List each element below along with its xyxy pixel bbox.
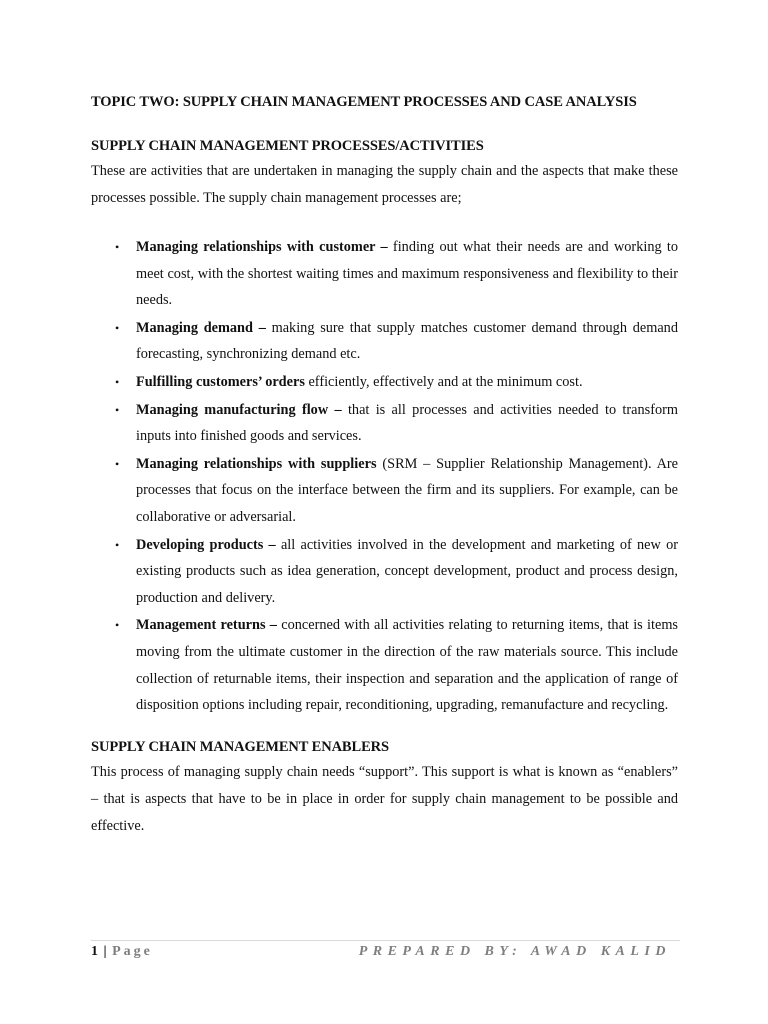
bullet-icon: • <box>115 240 120 254</box>
bullet-icon: • <box>115 618 120 633</box>
list-item <box>91 612 678 718</box>
footer-divider <box>91 940 680 941</box>
list-item-text: finding out what their needs are and working to meet cost, with the shortest waiting times and maximum responsiveness and flexibility to their needs. <box>136 239 678 309</box>
footer-prepared-by: PREPARED BY: AWAD KALID <box>358 944 671 959</box>
list-item <box>91 451 678 531</box>
list-item-term: Managing relationships with customer – <box>136 239 388 255</box>
list-item <box>91 234 678 314</box>
bullet-icon: • <box>115 374 120 389</box>
document-body <box>91 92 678 840</box>
section-heading-enablers: SUPPLY CHAIN MANAGEMENT ENABLERS <box>91 738 389 755</box>
list-item-text: concerned with all activities relating to returning items, that is items moving from the ultimate customer in the direction of the raw materials source. This include collection of returnable items, their inspection and separation and the application of range of disposition options including repair, reconditioning, upgrading, remanufacture and recycling. <box>136 617 679 714</box>
footer-page-number <box>91 944 153 960</box>
list-item <box>91 369 678 396</box>
page-number: 1 <box>91 944 99 959</box>
list-item <box>91 315 678 368</box>
section-heading-processes: SUPPLY CHAIN MANAGEMENT PROCESSES/ACTIVITIES <box>91 138 484 154</box>
list-item-text: making sure that supply matches customer demand through demand forecasting, synchronizing demand etc. <box>136 319 678 363</box>
list-item-text: all activities involved in the development and marketing of new or existing products such as idea generation, concept development, product and process design, production and delivery. <box>136 536 679 606</box>
list-item-term: Managing manufacturing flow – <box>136 401 342 418</box>
page-label: Page <box>112 944 153 959</box>
list-item-text: (SRM – Supplier Relationship Management). Are processes that focus on the interface between the firm and its suppliers. For example, can be collaborative or adversarial. <box>136 455 679 525</box>
list-item-term: Fulfilling customers’ orders <box>136 373 305 390</box>
bullet-icon: • <box>115 456 120 471</box>
bullet-icon: • <box>115 537 120 552</box>
page-separator: | <box>99 944 113 959</box>
list-item <box>91 532 678 612</box>
bullet-icon: • <box>115 402 120 417</box>
bullet-icon: • <box>115 320 120 335</box>
process-list <box>91 234 678 719</box>
list-item-term: Managing demand – <box>136 319 266 336</box>
list-item-term: Managing relationships with suppliers <box>136 455 377 472</box>
list-item <box>91 397 678 450</box>
list-item-text: that is all processes and activities needed to transform inputs into finished goods and services. <box>136 401 678 445</box>
section-intro-paragraph: These are activities that are undertaken in managing the supply chain and the aspects that make these processes possible. The supply chain management processes are; <box>91 163 678 206</box>
document-title: TOPIC TWO: SUPPLY CHAIN MANAGEMENT PROCESSES AND CASE ANALYSIS <box>91 94 637 110</box>
enablers-paragraph: This process of managing supply chain needs “support”. This support is what is known as “enablers” – that is aspects that have to be in place in order for supply chain management to be possible and effective. <box>91 763 678 834</box>
list-item-text: efficiently, effectively and at the minimum cost. <box>304 373 583 390</box>
list-item-term: Management returns – <box>136 617 277 634</box>
list-item-term: Developing products – <box>136 536 276 553</box>
